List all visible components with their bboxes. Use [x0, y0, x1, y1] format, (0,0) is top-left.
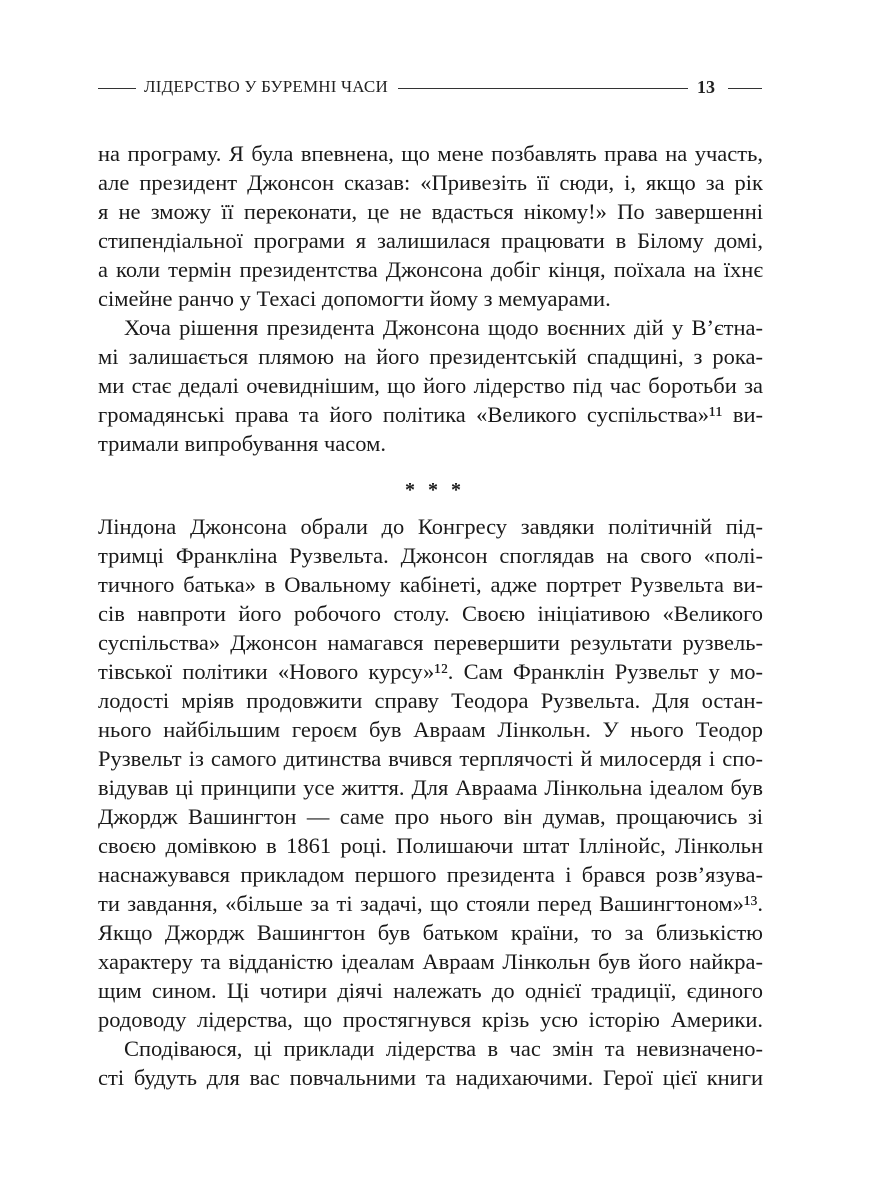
running-header [98, 76, 762, 100]
text-line: стипендіальної програми я залишилася працювати в Білому домі, [98, 228, 763, 253]
text-line: ми стає дедалі очевиднішим, що його лідерство під час боротьби за [98, 373, 763, 398]
text-line: наснажувався прикладом першого президента і брався розв’язува- [98, 862, 763, 887]
text-line: щим сином. Ці чотири діячі належать до однієї традиції, єдиного [98, 978, 763, 1003]
text-line: Хоча рішення президента Джонсона щодо воєнних дій у В’єтна- [124, 315, 763, 340]
text-line: на програму. Я була впевнена, що мене позбавлять права на участь, [98, 141, 763, 166]
text-line: тівської політики «Нового курсу»¹². Сам Франклін Рузвельт у мо- [98, 659, 763, 684]
section-separator: * * * [405, 479, 465, 501]
text-line: характеру та відданістю ідеалам Авраам Лінкольн був його найкра- [98, 949, 763, 974]
header-rule-left [98, 88, 136, 89]
text-line: сімейне ранчо у Техасі допомогти йому з мемуарами. [98, 286, 611, 311]
text-line: Рузвельт із самого дитинства вчився терплячості й милосердя і спо- [98, 746, 763, 771]
text-line: тримали випробування часом. [98, 431, 386, 456]
text-line: ти завдання, «більше за ті задачі, що стояли перед Вашингтоном»¹³. [98, 891, 763, 916]
text-line: а коли термін президентства Джонсона добіг кінця, поїхала на їхнє [98, 257, 763, 282]
text-line: я не зможу її переконати, це не вдасться нікому!» По завершенні [98, 199, 763, 224]
text-line: але президент Джонсон сказав: «Привезіть її сюди, і, якщо за рік [98, 170, 763, 195]
text-line: сті будуть для вас повчальними та надихаючими. Герої цієї книги [98, 1065, 763, 1090]
text-line: Сподіваюся, ці приклади лідерства в час змін та невизначено- [124, 1036, 763, 1061]
page-number: 13 [697, 77, 715, 97]
text-line: нього найбільшим героєм був Авраам Лінкольн. У нього Теодор [98, 717, 763, 742]
text-block-top [98, 139, 763, 458]
text-line: лодості мріяв продовжити справу Теодора Рузвельта. Для остан- [98, 688, 763, 713]
text-line: відував ці принципи усе життя. Для Авраама Лінкольна ідеалом був [98, 775, 763, 800]
text-line: своєю домівкою в 1861 році. Полишаючи штат Іллінойс, Лінкольн [98, 833, 763, 858]
text-line: тримці Франкліна Рузвельта. Джонсон споглядав на свого «полі- [98, 543, 763, 568]
text-line: Ліндона Джонсона обрали до Конгресу завдяки політичній під- [98, 514, 763, 539]
header-rule-middle [398, 88, 688, 89]
text-line: тичного батька» в Овальному кабінеті, адже портрет Рузвельта ви- [98, 572, 763, 597]
text-line: Якщо Джордж Вашингтон був батьком країни, то за близькістю [98, 920, 763, 945]
text-line: суспільства» Джонсон намагався перевершити результати рузвель- [98, 630, 763, 655]
running-title: ЛІДЕРСТВО У БУРЕМНІ ЧАСИ [144, 77, 388, 96]
text-line: Джордж Вашингтон — саме про нього він думав, прощаючись зі [98, 804, 763, 829]
text-line: родоводу лідерства, що простягнувся крізь усю історію Америки. [98, 1007, 763, 1032]
text-line: сів навпроти його робочого столу. Своєю ініціативою «Великого [98, 601, 763, 626]
text-line: громадянські права та його політика «Великого суспільства»¹¹ ви- [98, 402, 763, 427]
text-line: мі залишається плямою на його президентській спадщині, з рока- [98, 344, 763, 369]
header-rule-right [728, 88, 762, 89]
text-block-bottom [98, 512, 763, 1092]
